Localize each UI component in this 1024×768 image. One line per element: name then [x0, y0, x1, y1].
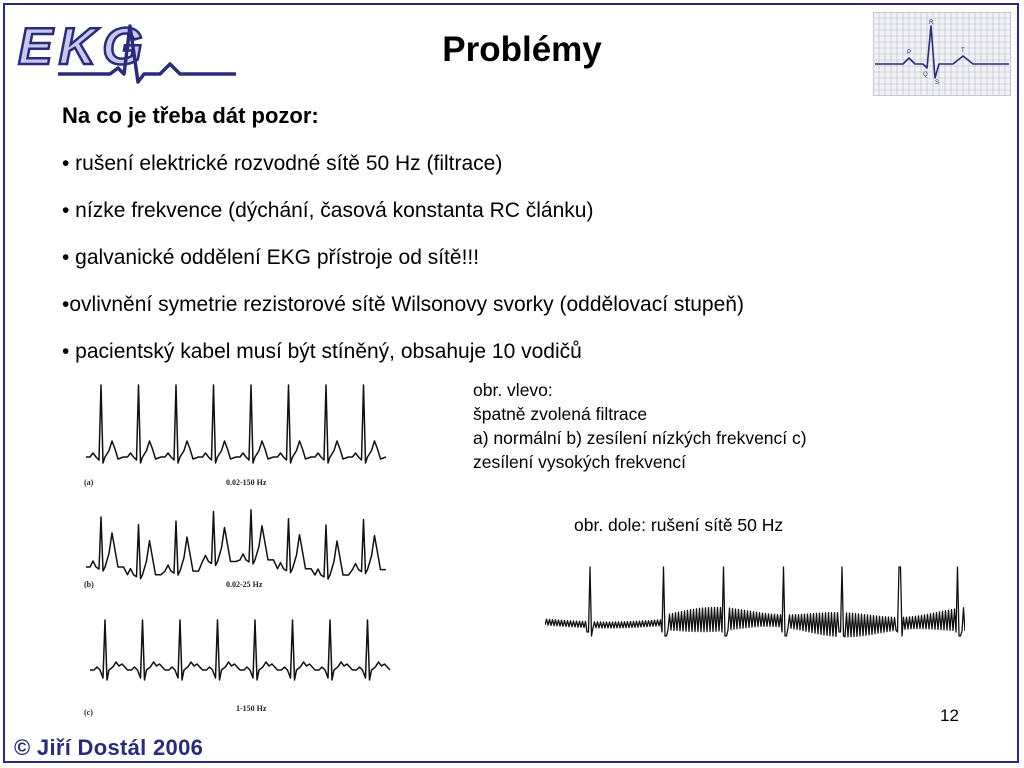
- grid-label-q: Q: [923, 72, 928, 78]
- grid-label-r: R: [929, 20, 934, 26]
- page-title: Problémy: [442, 30, 602, 69]
- caption-left-line: špatně zvolená filtrace: [473, 404, 648, 424]
- grid-label-p: P: [907, 50, 912, 56]
- trace-filter-a: 0.02-150 Hz: [226, 478, 267, 487]
- ecg-filter-figure: [76, 375, 426, 720]
- caption-left-line: a) normální b) zesílení nízkých frekvencí c): [473, 428, 807, 448]
- bullet-item: •ovlivnění symetrie rezistorové sítě Wilsonovy svorky (oddělovací stupeň): [62, 293, 744, 316]
- trace-label-c: (c): [84, 708, 93, 717]
- bullet-item: • rušení elektrické rozvodné sítě 50 Hz (filtrace): [62, 152, 503, 175]
- bullet-item: • pacientský kabel musí být stíněný, obsahuje 10 vodičů: [62, 340, 582, 363]
- grid-label-s: S: [935, 80, 940, 86]
- trace-label-b: (b): [84, 580, 94, 589]
- ecg-trace-noise: [545, 567, 965, 637]
- grid-label-t: T: [961, 48, 965, 54]
- footer-copyright: © Jiří Dostál 2006: [14, 735, 204, 760]
- caption-left-line: obr. vlevo:: [473, 380, 553, 400]
- caption-left-line: zesílení vysokých frekvencí: [473, 452, 686, 472]
- ecg-trace-c: [90, 620, 390, 680]
- ecg-grid-logo: [873, 12, 1011, 96]
- caption-bottom: obr. dole: rušení sítě 50 Hz: [574, 515, 784, 535]
- bullet-item: • nízke frekvence (dýchání, časová konstanta RC článku): [62, 199, 594, 222]
- trace-label-a: (a): [84, 478, 94, 487]
- ecg-mains-noise-figure: [545, 560, 965, 670]
- trace-filter-b: 0.02-25 Hz: [226, 580, 263, 589]
- trace-filter-c: 1-150 Hz: [236, 704, 267, 713]
- ekg-logo-text: EKG: [18, 18, 149, 76]
- bullet-item: • galvanické oddělení EKG přístroje od sítě!!!: [62, 246, 480, 269]
- ecg-trace-a: [86, 385, 386, 463]
- bullet-list: [62, 150, 942, 385]
- subheading: Na co je třeba dát pozor:: [62, 103, 319, 128]
- ecg-trace-b: [86, 510, 386, 579]
- page-number: 12: [940, 706, 959, 725]
- caption-left: [473, 378, 933, 474]
